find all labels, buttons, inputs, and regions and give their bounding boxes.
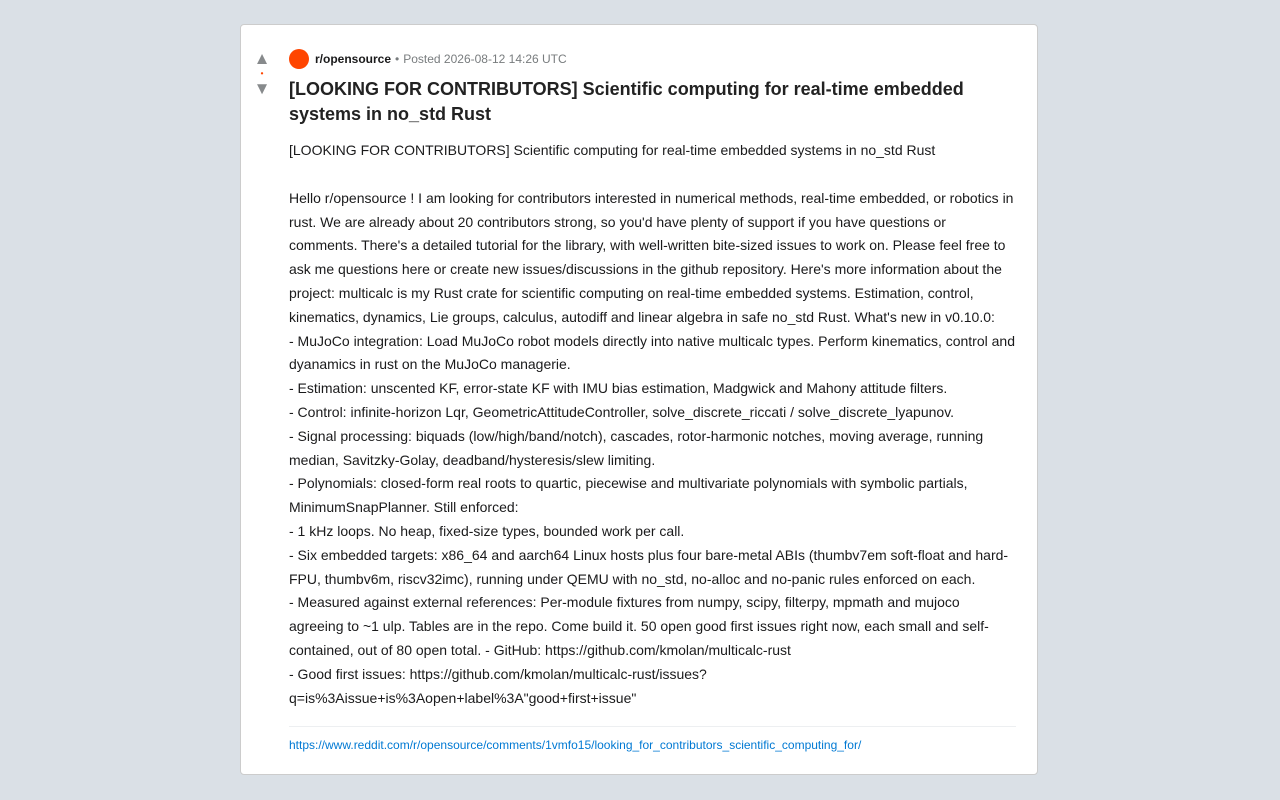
subreddit-icon[interactable]: [289, 49, 309, 69]
vote-column: [249, 49, 275, 99]
post-card: [240, 24, 1038, 775]
meta-separator: •: [395, 52, 400, 66]
post-line: - Polynomials: closed-form real roots to quartic, piecewise and multivariate polynomials with symbolic partials, MinimumSnapPlanner. Still enforced:: [289, 475, 968, 516]
subreddit-link[interactable]: r/opensource: [315, 52, 392, 66]
post-content: [289, 49, 1016, 753]
post-body: [289, 139, 1016, 710]
post-line: - Good first issues: https://github.com/kmolan/multicalc-rust/issues?q=is%3Aissue+is%3Aopen+label%3A"good+first+issue": [289, 665, 707, 706]
vote-score: •: [260, 69, 264, 78]
post-line: - MuJoCo integration: Load MuJoCo robot models directly into native multicalc types. Perform kinematics, control and dyanamics in rust on the MuJoCo managerie.: [289, 332, 1015, 373]
post-intro: Hello r/opensource ! I am looking for contributors interested in numerical methods, real-time embedded, or robotics in rust. We are already about 20 contributors strong, so you'd have plenty of support if you have questions or comments. There's a detailed tutorial for the library, with well-written bite-sized issues to work on. Please feel free to ask me questions here or create new issues/discussions in the github repository. Here's more information about the project: multicalc is my Rust crate for scientific computing on real-time embedded systems. Estimation, control, kinematics, dynamics, Lie groups, calculus, autodiff and linear algebra in safe no_std Rust. What's new in v0.10.0:: [289, 189, 1014, 325]
post-footer: [289, 726, 1016, 753]
post-line: - Measured against external references: Per-module fixtures from numpy, scipy, filterpy, mpmath and mujoco agreeing to ~1 ulp. Tables are in the repo. Come build it. 50 open good first issues right now, each small and self-contained, out of 80 open total. - GitHub: https://github.com/kmolan/multicalc-rust: [289, 594, 989, 658]
upvote-icon[interactable]: ▲: [253, 49, 271, 68]
post-meta: [289, 49, 1016, 69]
post-title[interactable]: [LOOKING FOR CONTRIBUTORS] Scientific computing for real-time embedded systems in no_std Rust: [289, 79, 964, 124]
post-line: - Six embedded targets: x86_64 and aarch64 Linux hosts plus four bare-metal ABIs (thumbv7em soft-float and hard-FPU, thumbv6m, riscv32imc), running under QEMU with no_std, no-alloc and no-panic rules enforced on each.: [289, 546, 1009, 587]
post-timestamp: Posted 2026-08-12 14:26 UTC: [403, 52, 567, 66]
post-line: - Signal processing: biquads (low/high/band/notch), cascades, rotor-harmonic notches, moving average, running median, Savitzky-Golay, deadband/hysteresis/slew limiting.: [289, 427, 984, 468]
post-line: - 1 kHz loops. No heap, fixed-size types, bounded work per call.: [289, 522, 685, 539]
post-permalink[interactable]: https://www.reddit.com/r/opensource/comments/1vmfo15/looking_for_contributors_scientific_computing_for/: [289, 738, 862, 753]
post-line: - Estimation: unscented KF, error-state KF with IMU bias estimation, Madgwick and Mahony attitude filters.: [289, 380, 948, 397]
post-summary: [LOOKING FOR CONTRIBUTORS] Scientific computing for real-time embedded systems in no_std Rust: [289, 142, 936, 158]
downvote-icon[interactable]: ▼: [253, 79, 271, 98]
post-line: - Control: infinite-horizon Lqr, GeometricAttitudeController, solve_discrete_riccati / solve_discrete_lyapunov.: [289, 403, 955, 420]
paragraph-gap: [289, 163, 1016, 187]
